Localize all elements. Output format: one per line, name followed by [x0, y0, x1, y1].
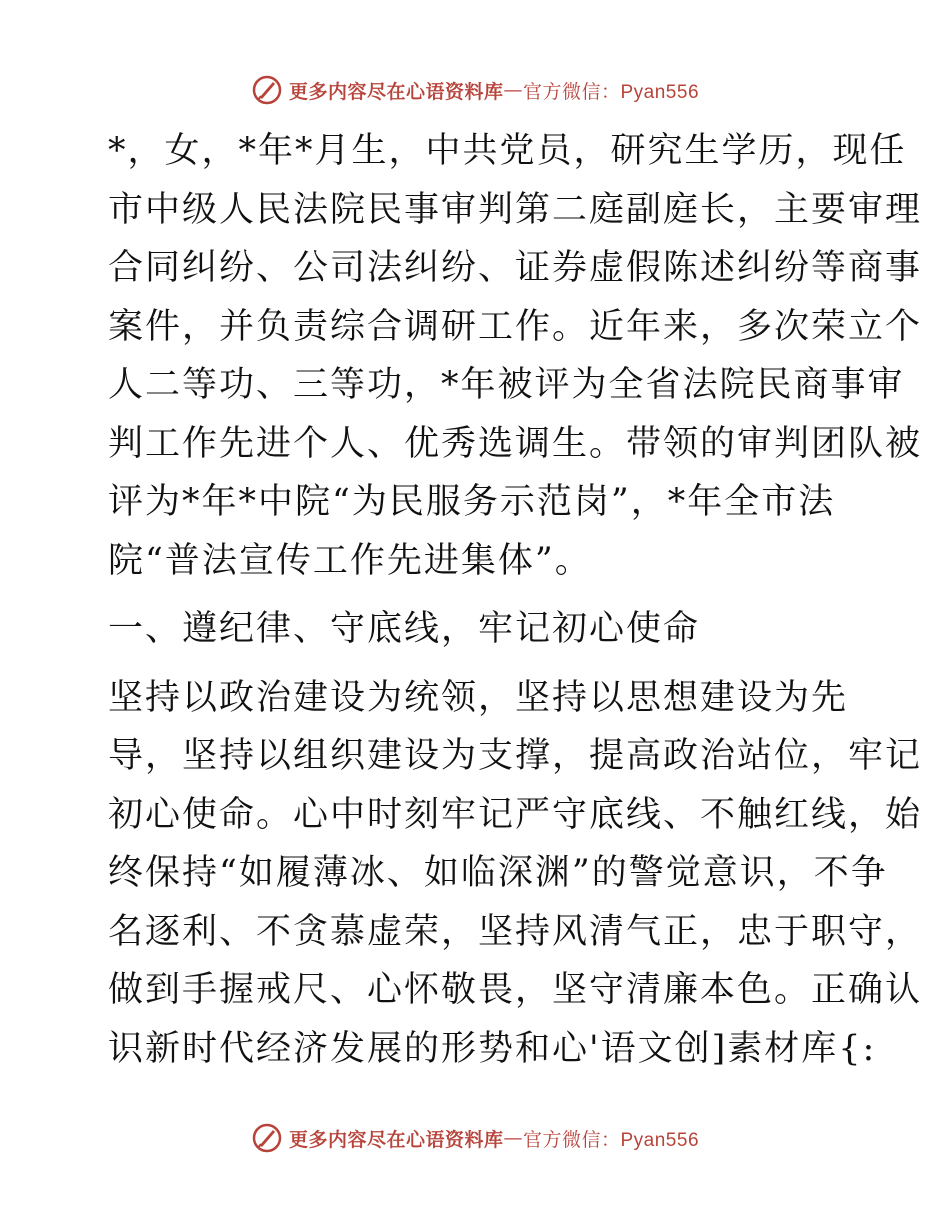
paragraph-line: 评为*年*中院“为民服务示范岗”，*年全市法 [108, 482, 836, 522]
banner-brand-text: 更多内容尽在心语资料库 [288, 80, 504, 103]
paragraph-line: 坚持以政治建设为统领，坚持以思想建设为先 [108, 677, 849, 718]
quill-logo-icon [251, 1122, 283, 1154]
paragraph-line: 名逐利、不贪慕虚荣，坚持风清气正，忠于职守， [108, 911, 923, 952]
paragraph-line: *，女，*年*月生，中共党员，研究生学历，现任 [108, 131, 907, 171]
banner-wechat-text: 官方微信：Pyan556 [523, 81, 700, 103]
section-paragraph [98, 669, 923, 1079]
paragraph-line: 识新时代经济发展的形势和心'语文创]素材库{: [108, 1028, 877, 1069]
footer-watermark-banner [0, 1118, 950, 1158]
document-body [98, 122, 923, 1078]
paragraph-line: 做到手握戒尺、心怀敬畏，坚守清廉本色。正确认 [108, 970, 923, 1010]
paragraph-line: 判工作先进个人、优秀选调生。带领的审判团队被 [108, 423, 923, 464]
paragraph-line: 院“普法宣传工作先进集体”。 [108, 540, 592, 581]
paragraph-line: 合同纠纷、公司法纠纷、证券虚假陈述纠纷等商事 [108, 248, 923, 288]
banner-separator: — [503, 79, 523, 101]
paragraph-line: 案件，并负责综合调研工作。近年来，多次荣立个 [108, 306, 923, 347]
paragraph-line: 人二等功、三等功，*年被评为全省法院民商事审 [108, 365, 905, 405]
banner-brand-text: 更多内容尽在心语资料库 [288, 1128, 504, 1151]
paragraph-line: 市中级人民法院民事审判第二庭副庭长，主要审理 [108, 189, 923, 230]
paragraph-line: 导，坚持以组织建设为支撑，提高政治站位，牢记 [108, 736, 923, 776]
paragraph-line: 终保持“如履薄冰、如临深渊”的警觉意识，不争 [108, 853, 888, 893]
intro-paragraph [98, 122, 923, 590]
header-watermark-banner [0, 70, 950, 110]
section-heading: 一、遵纪律、守底线，牢记初心使命 [108, 609, 701, 649]
quill-logo-icon [251, 74, 283, 106]
banner-separator: — [503, 1127, 523, 1149]
paragraph-line: 初心使命。心中时刻牢记严守底线、不触红线，始 [108, 794, 923, 835]
banner-wechat-text: 官方微信：Pyan556 [523, 1129, 700, 1151]
